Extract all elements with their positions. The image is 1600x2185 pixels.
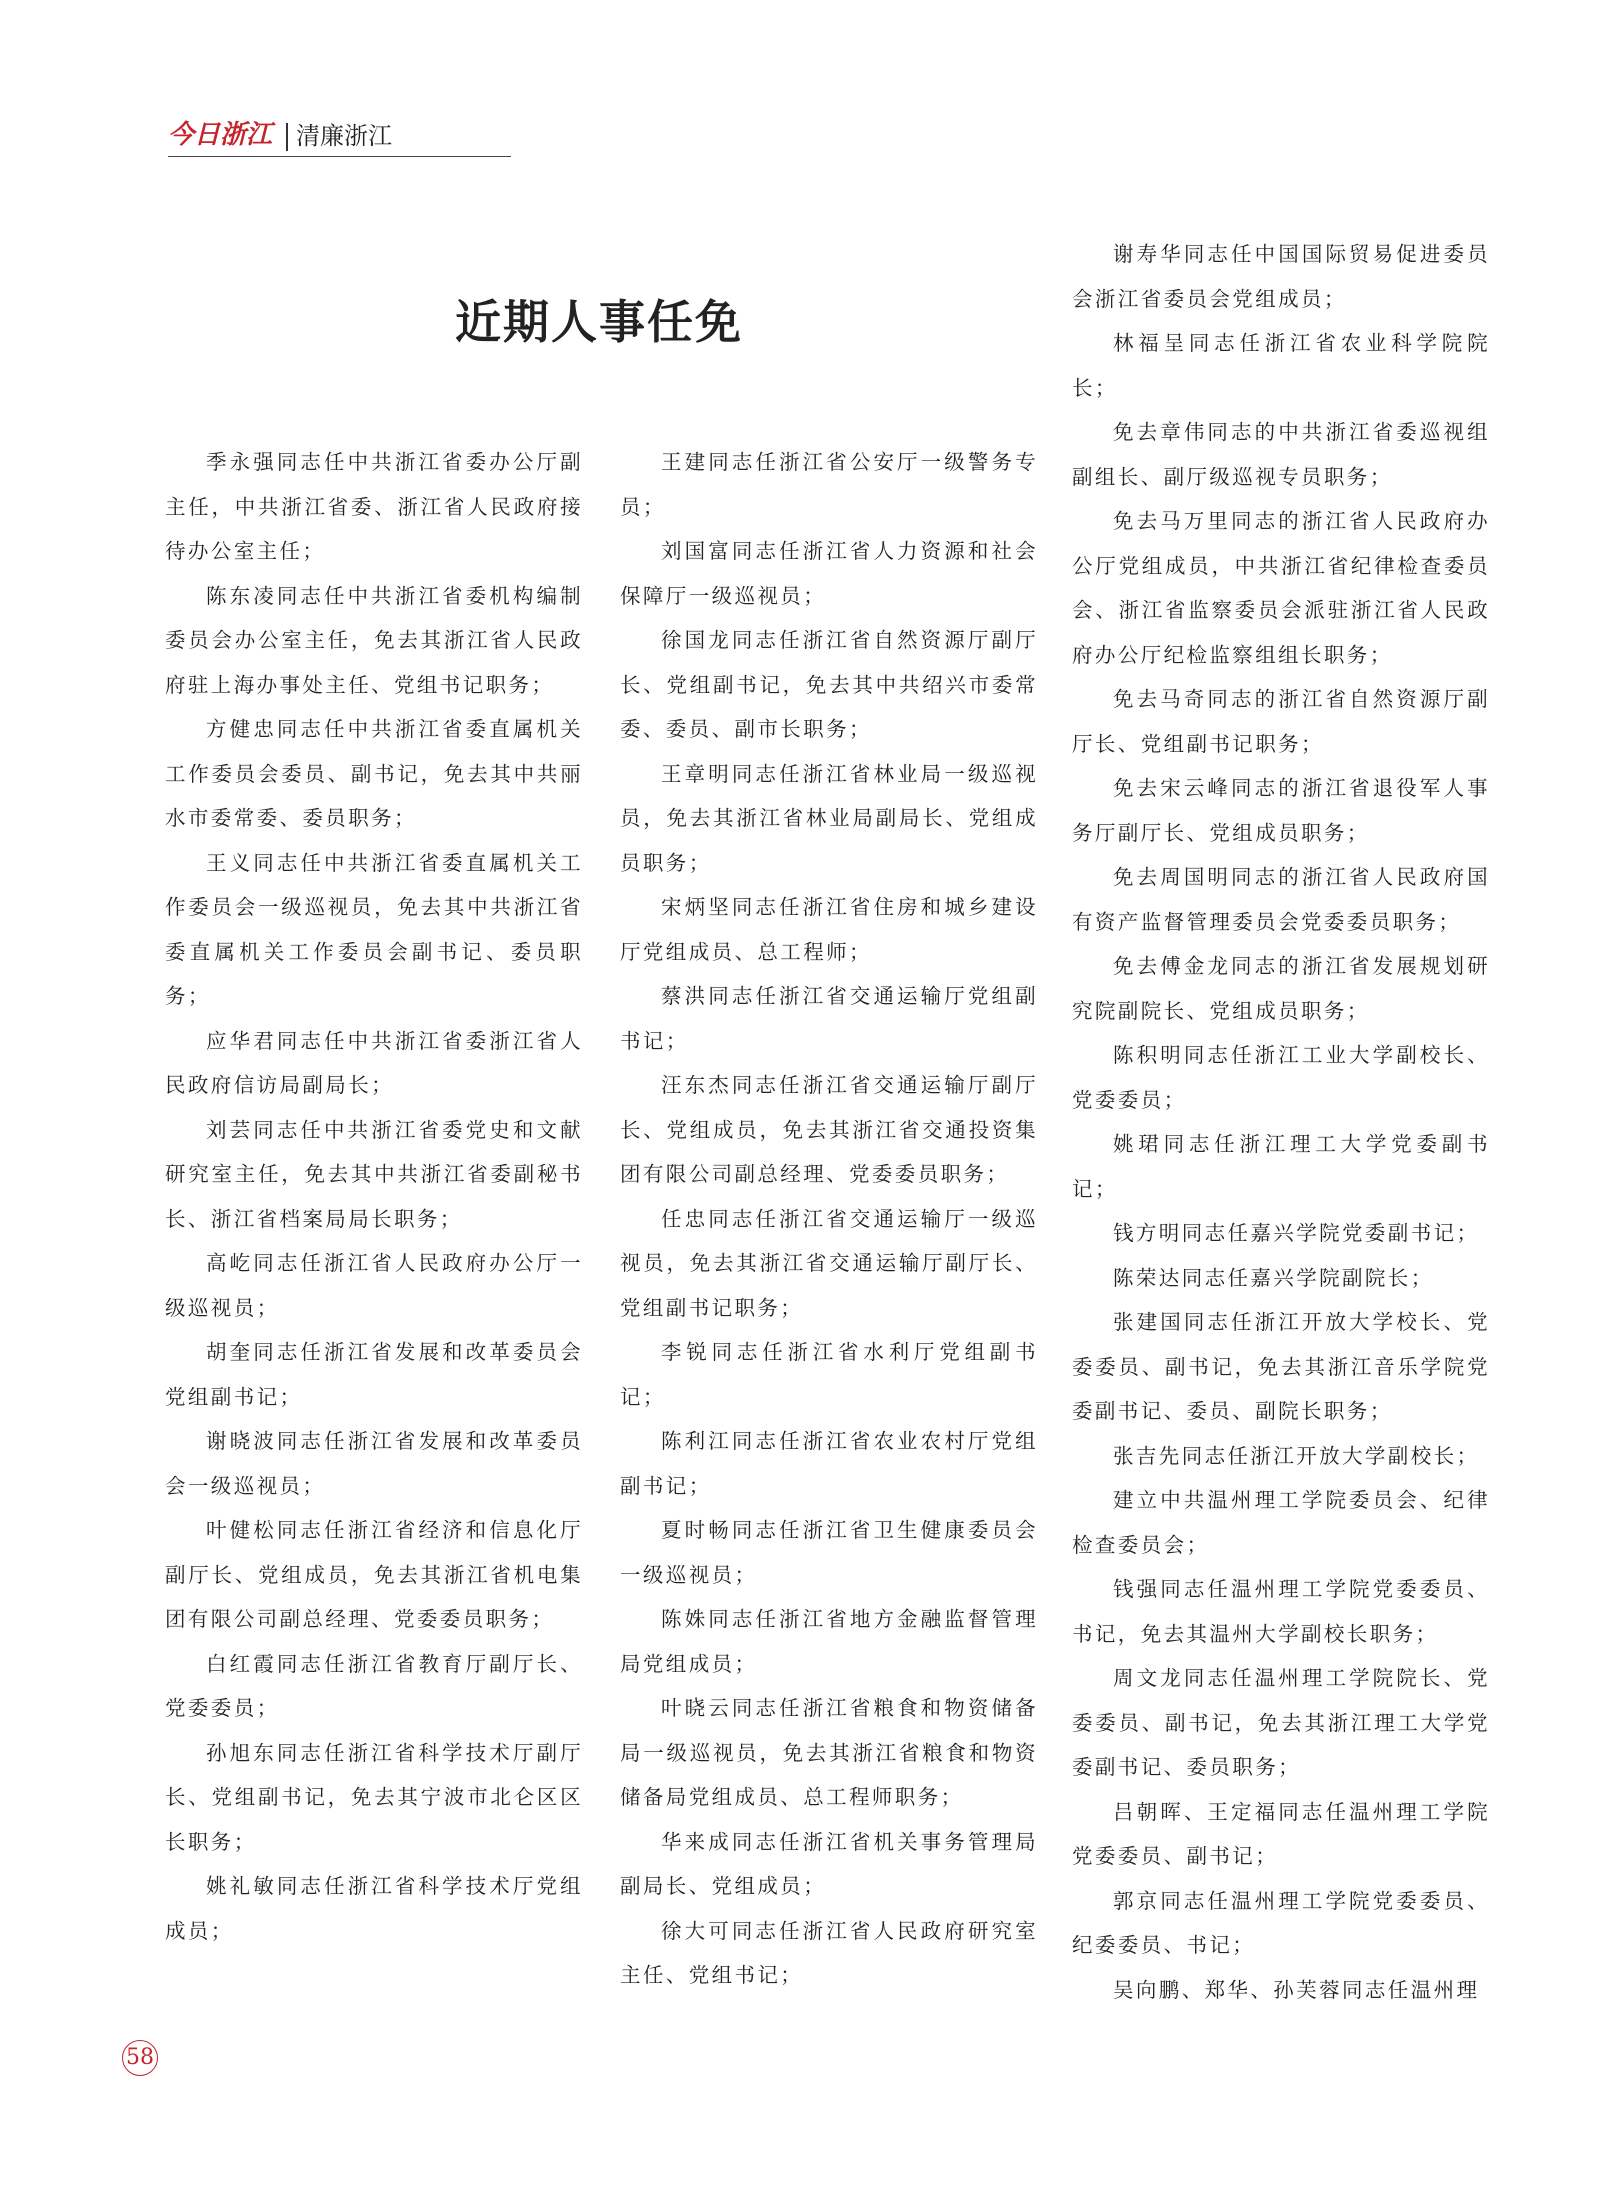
appointment-paragraph: 徐国龙同志任浙江省自然资源厅副厅长、党组副书记，免去其中共绍兴市委常委、委员、副市长职务；	[620, 628, 1038, 741]
appointment-paragraph: 宋炳坚同志任浙江省住房和城乡建设厅党组成员、总工程师；	[620, 895, 1038, 964]
appointment-paragraph: 王义同志任中共浙江省委直属机关工作委员会一级巡视员，免去其中共浙江省委直属机关工作委员会副书记、委员职务；	[165, 850, 583, 1008]
appointment-paragraph: 高屹同志任浙江省人民政府办公厅一级巡视员；	[165, 1251, 583, 1320]
appointment-paragraph: 郭京同志任温州理工学院党委委员、纪委委员、书记；	[1072, 1888, 1490, 1957]
page-number: 58	[122, 2040, 158, 2076]
text-column-3	[1072, 232, 1490, 2012]
appointment-paragraph: 任忠同志任浙江省交通运输厅一级巡视员，免去其浙江省交通运输厅副厅长、党组副书记职务；	[620, 1206, 1038, 1320]
appointment-paragraph: 谢寿华同志任中国国际贸易促进委员会浙江省委员会党组成员；	[1072, 242, 1490, 311]
magazine-logo: 今日浙江	[168, 120, 273, 150]
appointment-paragraph: 华来成同志任浙江省机关事务管理局副局长、党组成员；	[620, 1829, 1038, 1898]
appointment-paragraph: 建立中共温州理工学院委员会、纪律检查委员会；	[1072, 1488, 1490, 1557]
appointment-paragraph: 孙旭东同志任浙江省科学技术厅副厅长、党组副书记，免去其宁波市北仑区区长职务；	[165, 1740, 583, 1854]
appointment-paragraph: 林福呈同志任浙江省农业科学院院长；	[1072, 331, 1490, 400]
appointment-paragraph: 方健忠同志任中共浙江省委直属机关工作委员会委员、副书记，免去其中共丽水市委常委、委员职务；	[165, 717, 583, 830]
appointment-paragraph: 胡奎同志任浙江省发展和改革委员会党组副书记；	[165, 1340, 583, 1409]
appointment-paragraph: 钱方明同志任嘉兴学院党委副书记；	[1113, 1221, 1480, 1245]
appointment-paragraph: 王建同志任浙江省公安厅一级警务专员；	[620, 450, 1038, 519]
appointment-paragraph: 刘国富同志任浙江省人力资源和社会保障厅一级巡视员；	[620, 539, 1038, 608]
appointment-paragraph: 姚礼敏同志任浙江省科学技术厅党组成员；	[165, 1874, 583, 1943]
article-title: 近期人事任免	[455, 295, 743, 349]
appointment-paragraph: 徐大可同志任浙江省人民政府研究室主任、党组书记；	[620, 1918, 1038, 1987]
appointment-paragraph: 叶晓云同志任浙江省粮食和物资储备局一级巡视员，免去其浙江省粮食和物资储备局党组成员、总工程师职务；	[620, 1696, 1038, 1809]
appointment-paragraph: 张建国同志任浙江开放大学校长、党委委员、副书记，免去其浙江音乐学院党委副书记、委员、副院长职务；	[1072, 1310, 1490, 1423]
appointment-paragraph: 免去傅金龙同志的浙江省发展规划研究院副院长、党组成员职务；	[1072, 954, 1490, 1023]
appointment-paragraph: 白红霞同志任浙江省教育厅副厅长、党委委员；	[165, 1651, 583, 1720]
appointment-paragraph: 李锐同志任浙江省水利厅党组副书记；	[620, 1340, 1038, 1409]
header-divider	[286, 123, 288, 151]
appointment-paragraph: 周文龙同志任温州理工学院院长、党委委员、副书记，免去其浙江理工大学党委副书记、委员职务；	[1072, 1666, 1490, 1779]
appointment-paragraph: 应华君同志任中共浙江省委浙江省人民政府信访局副局长；	[165, 1028, 583, 1097]
appointment-paragraph: 汪东杰同志任浙江省交通运输厅副厅长、党组成员，免去其浙江省交通投资集团有限公司副总经理、党委委员职务；	[620, 1073, 1038, 1186]
appointment-paragraph: 谢晓波同志任浙江省发展和改革委员会一级巡视员；	[165, 1429, 583, 1498]
appointment-paragraph: 钱强同志任温州理工学院党委委员、书记，免去其温州大学副校长职务；	[1072, 1577, 1490, 1646]
appointment-paragraph: 张吉先同志任浙江开放大学副校长；	[1113, 1443, 1480, 1468]
appointment-paragraph: 陈姝同志任浙江省地方金融监督管理局党组成员；	[620, 1607, 1038, 1676]
text-column-2	[620, 440, 1038, 1998]
appointment-paragraph: 姚珺同志任浙江理工大学党委副书记；	[1072, 1132, 1490, 1201]
appointment-paragraph: 陈荣达同志任嘉兴学院副院长；	[1113, 1265, 1434, 1290]
appointment-paragraph: 王章明同志任浙江省林业局一级巡视员，免去其浙江省林业局副局长、党组成员职务；	[620, 761, 1038, 875]
appointment-paragraph: 免去马奇同志的浙江省自然资源厅副厅长、党组副书记职务；	[1072, 687, 1490, 756]
appointment-paragraph: 免去马万里同志的浙江省人民政府办公厅党组成员，中共浙江省纪律检查委员会、浙江省监察委员会派驻浙江省人民政府办公厅纪检监察组组长职务；	[1072, 509, 1490, 667]
header-rule	[168, 156, 511, 157]
text-column-1	[165, 440, 583, 1953]
section-name: 清廉浙江	[296, 122, 392, 150]
appointment-paragraph: 吴向鹏、郑华、孙芙蓉同志任温州理	[1113, 1977, 1480, 2002]
appointment-paragraph: 免去宋云峰同志的浙江省退役军人事务厅副厅长、党组成员职务；	[1072, 776, 1490, 845]
appointment-paragraph: 叶健松同志任浙江省经济和信息化厅副厅长、党组成员，免去其浙江省机电集团有限公司副总经理、党委委员职务；	[165, 1518, 583, 1631]
appointment-paragraph: 夏时畅同志任浙江省卫生健康委员会一级巡视员；	[620, 1518, 1038, 1587]
appointment-paragraph: 陈利江同志任浙江省农业农村厅党组副书记；	[620, 1429, 1038, 1498]
appointment-paragraph: 陈东凌同志任中共浙江省委机构编制委员会办公室主任，免去其浙江省人民政府驻上海办事处主任、党组书记职务；	[165, 583, 583, 697]
appointment-paragraph: 免去周国明同志的浙江省人民政府国有资产监督管理委员会党委委员职务；	[1072, 865, 1490, 934]
appointment-paragraph: 蔡洪同志任浙江省交通运输厅党组副书记；	[620, 984, 1038, 1053]
page-header	[168, 120, 511, 158]
appointment-paragraph: 陈积明同志任浙江工业大学副校长、党委委员；	[1072, 1043, 1490, 1112]
appointment-paragraph: 吕朝晖、王定福同志任温州理工学院党委委员、副书记；	[1072, 1799, 1490, 1868]
appointment-paragraph: 季永强同志任中共浙江省委办公厅副主任，中共浙江省委、浙江省人民政府接待办公室主任；	[165, 450, 583, 563]
appointment-paragraph: 免去章伟同志的中共浙江省委巡视组副组长、副厅级巡视专员职务；	[1072, 420, 1490, 489]
appointment-paragraph: 刘芸同志任中共浙江省委党史和文献研究室主任，免去其中共浙江省委副秘书长、浙江省档案局局长职务；	[165, 1117, 583, 1231]
